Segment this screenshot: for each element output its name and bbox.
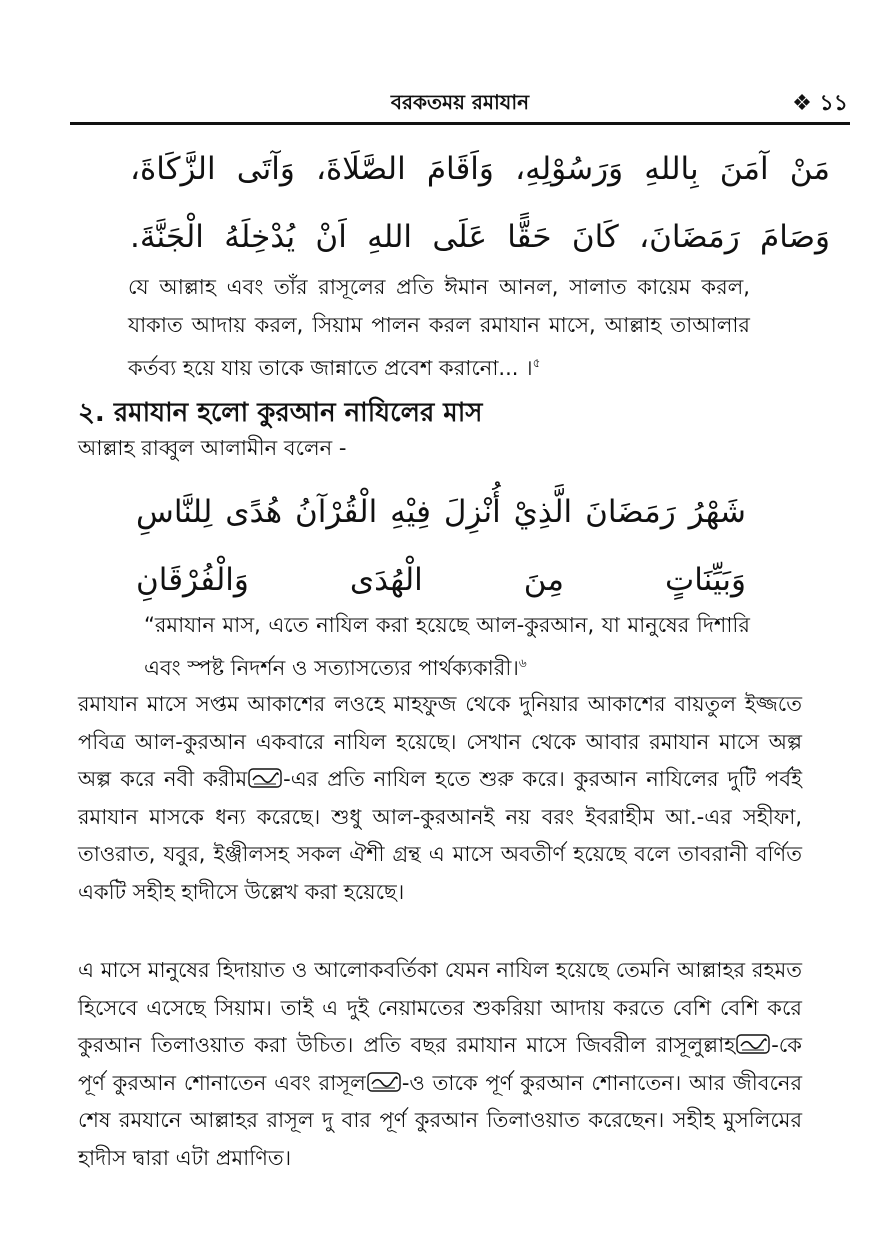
arabic-ayah-text: شَهْرُ رَمَضَانَ الَّذِيْ أُنْزِلَ فِيْهِ الْقُرْآنُ هُدًى لِلنَّاسِ وَبَيِّنَاتٍ مِنَ الْهُدَى وَالْفُرْقَانِ	[136, 494, 746, 598]
paragraph-text: -এর প্রতি নাযিল হতে শুরু করে। কুরআন নাযিলের দুটি পর্বই রমাযান মাসকে ধন্য করেছে। শুধু আল-কুরআনই নয় বরং ইবরাহীম আ.-এর সহীফা, তাওরাত, যবুর, ইঞ্জীলসহ সকল ঐশী গ্রন্থ এ মাসে অবতীর্ণ হয়েছে বলে তাবরানী বর্ণিত একটি সহীহ হাদীসে উল্লেখ করা হয়েছে।	[78, 767, 802, 904]
ayah-translation-block	[144, 606, 750, 687]
page-number: ❖ ১১	[792, 91, 848, 116]
paragraph-text: -ও তাকে পূর্ণ কুরআন শোনাতেন। আর জীবনের শেষ রমযানে আল্লাহর রাসূল দু বার পূর্ণ কুরআন তিলাওয়াত করেছেন। সহীহ মুসলিমের হাদীস দ্বারা এটা প্রমাণিত।	[78, 1070, 802, 1170]
salutation-calligraphy-icon	[736, 1033, 770, 1055]
arabic-hadith-text: مَنْ آمَنَ بِاللهِ وَرَسُوْلِهِ، وَاَقَامَ الصَّلَاةَ، وَآتَى الزَّكَاةَ، وَصَامَ رَمَضَانَ، كَانَ حَقًّا عَلَى اللهِ اَنْ يُدْخِلَهُ الْجَنَّةَ.	[130, 151, 830, 255]
body-paragraph-2	[78, 952, 802, 1177]
hadith-translation-block	[128, 268, 750, 387]
footnote-marker: ৬	[518, 656, 527, 670]
salutation-calligraphy-icon	[367, 1071, 401, 1093]
section-intro: আল্লাহ রাব্বুল আলামীন বলেন -	[78, 436, 347, 460]
footnote-marker: ৫	[532, 356, 541, 370]
salutation-calligraphy-icon	[248, 767, 282, 789]
section-heading: ২. রমাযান হলো কুরআন নাযিলের মাস	[78, 398, 483, 428]
body-paragraph-1	[78, 686, 802, 911]
running-title: বরকতময় রমাযান	[390, 90, 530, 114]
paragraph-text: -কে পূর্ণ কুরআন শোনাতেন এবং রাসূল	[78, 1033, 802, 1095]
paragraph-text: রমাযান মাসে সপ্তম আকাশের লওহে মাহফুজ থেকে দুনিয়ার আকাশের বায়তুল ইজ্জতে পবিত্র আল-কুরআন একবারে নাযিল হয়েছে। সেখান থেকে আবার রমাযান মাসে অল্প অল্প করে নবী করীম	[78, 692, 802, 791]
ayah-translation: “রমাযান মাস, এতে নাযিল করা হয়েছে আল-কুরআন, যা মানুষের দিশারি এবং স্পষ্ট নিদর্শন ও সত্যাসত্যের পার্থক্যকারী।	[144, 613, 750, 680]
paragraph-text: এ মাসে মানুষের হিদায়াত ও আলোকবর্তিকা যেমন নাযিল হয়েছে তেমনি আল্লাহর রহমত হিসেবে এসেছে সিয়াম। তাই এ দুই নেয়ামতের শুকরিয়া আদায় করতে বেশি বেশি করে কুরআন তিলাওয়াত করা উচিত। প্রতি বছর রমাযান মাসে জিবরীল রাসূলুল্লাহ	[78, 958, 802, 1057]
header-divider	[70, 122, 850, 125]
hadith-translation: যে আল্লাহ এবং তাঁর রাসূলের প্রতি ঈমান আনল, সালাত কায়েম করল, যাকাত আদায় করল, সিয়াম পালন করল রমাযান মাসে, আল্লাহ তাআলার কর্তব্য হয়ে যায় তাকে জান্নাতে প্রবেশ করানো... ।	[128, 275, 750, 380]
page-header	[70, 86, 850, 122]
